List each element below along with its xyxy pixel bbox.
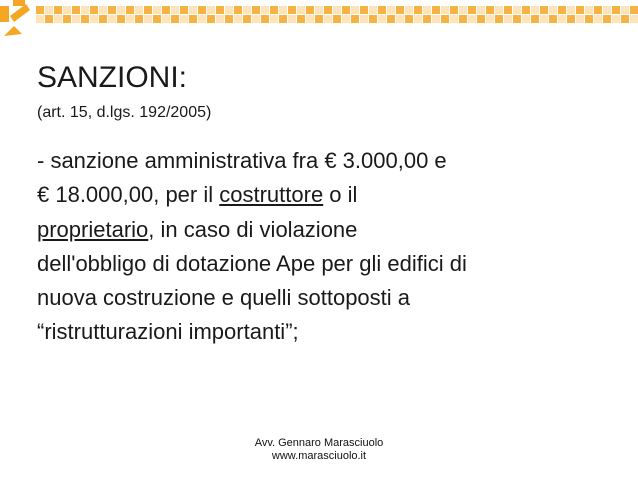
banner-tile [468,15,476,23]
banner-tile [81,15,89,23]
banner-tile [621,6,629,14]
banner-tile [396,6,404,14]
banner-tile [324,6,332,14]
banner-tile [90,15,98,23]
banner-tile [513,6,521,14]
banner-tile [504,6,512,14]
banner-tile [207,15,215,23]
banner-tile [99,15,107,23]
banner-tile [171,6,179,14]
banner-tile [252,6,260,14]
banner-tile [369,6,377,14]
banner-tile [225,15,233,23]
banner-tile [576,6,584,14]
banner-tile [333,6,341,14]
banner-tile [63,15,71,23]
banner-tile [513,15,521,23]
banner-tile [567,6,575,14]
banner-tile [63,6,71,14]
banner-tile [198,6,206,14]
banner-tile [477,15,485,23]
banner-tile [621,15,629,23]
body-line-4: dell'obbligo di dotazione Ape per gli edifici di [37,250,467,276]
banner-tile [423,15,431,23]
banner-tile [495,15,503,23]
banner-tile [594,6,602,14]
banner-tile [378,15,386,23]
banner-tile [333,15,341,23]
banner-tile [54,6,62,14]
banner-tile [603,6,611,14]
banner-tile [243,15,251,23]
banner-tile [486,15,494,23]
banner-tile [180,6,188,14]
banner-tile [549,6,557,14]
decorative-tile-banner [0,0,638,46]
banner-tile [153,6,161,14]
banner-tile [36,6,44,14]
banner-tile [387,15,395,23]
banner-tile [216,6,224,14]
banner-tile [342,15,350,23]
body-line-2 [37,178,627,212]
banner-tile [36,15,44,23]
banner-tile [324,15,332,23]
banner-tile [432,6,440,14]
banner-tile [360,15,368,23]
banner-tile [252,15,260,23]
body-line-5: nuova costruzione e quelli sottoposti a [37,285,411,311]
banner-tile [144,6,152,14]
banner-tile [369,15,377,23]
banner-tile [126,6,134,14]
banner-tile [351,6,359,14]
banner-tile [261,15,269,23]
banner-tile [288,6,296,14]
banner-tile [558,15,566,23]
banner-tile [540,6,548,14]
banner-tile [477,6,485,14]
body-line-1: - sanzione amministrativa fra € 3.000,00 e [37,148,447,173]
banner-tile [153,15,161,23]
slide-subtitle: (art. 15, d.lgs. 192/2005) [37,104,212,121]
banner-tile [585,15,593,23]
banner-tile [234,6,242,14]
banner-tile [585,6,593,14]
banner-tile [405,6,413,14]
body-text-fragment: o il [323,182,358,208]
body-text-fragment: , in caso di violazione [148,216,358,242]
slide-footer [214,437,424,463]
banner-tile [612,6,620,14]
banner-tile [360,6,368,14]
underlined-term-proprietario: proprietario [37,216,149,242]
banner-tile [108,15,116,23]
banner-tile [54,15,62,23]
corner-arrow-icon [0,0,30,36]
banner-tile [306,15,314,23]
banner-tile [378,6,386,14]
banner-tile [387,6,395,14]
banner-tile [135,15,143,23]
banner-tile [261,6,269,14]
banner-tile [450,6,458,14]
banner-tile [81,6,89,14]
banner-tile [243,6,251,14]
banner-tile [117,6,125,14]
banner-tile [180,15,188,23]
banner-tile [441,15,449,23]
slide-title: SANZIONI: [37,61,188,94]
banner-tile [612,15,620,23]
banner-tile [198,15,206,23]
banner-tile [207,6,215,14]
banner-tile [297,15,305,23]
banner-tile [162,15,170,23]
banner-tile [117,15,125,23]
banner-tile [459,15,467,23]
banner-tile [540,15,548,23]
banner-tile [603,15,611,23]
footer-website: www.marasciuolo.it [271,450,367,462]
banner-tile [45,15,53,23]
banner-tile [423,6,431,14]
banner-tile [531,15,539,23]
banner-tile [225,6,233,14]
banner-tile [549,15,557,23]
banner-tile [162,6,170,14]
slide-body [37,144,627,350]
banner-tile [72,6,80,14]
banner-tile [414,15,422,23]
banner-tile [351,15,359,23]
banner-tile [72,15,80,23]
body-line-3 [37,213,627,247]
banner-tile [450,15,458,23]
banner-tile [90,6,98,14]
banner-tile [216,15,224,23]
banner-tile [234,15,242,23]
banner-tile [315,15,323,23]
banner-tile [126,15,134,23]
banner-tile [594,15,602,23]
banner-tile [144,15,152,23]
banner-tile [630,6,638,14]
banner-tile [288,15,296,23]
body-text-fragment: € 18.000,00, per il [37,182,220,208]
banner-tile [108,6,116,14]
banner-tile [342,6,350,14]
banner-tile [135,6,143,14]
banner-tile [279,15,287,23]
banner-tile [468,6,476,14]
banner-tile [306,6,314,14]
banner-tile [279,6,287,14]
banner-tile [405,15,413,23]
body-line-6: “ristrutturazioni importanti”; [37,319,299,345]
banner-tile [504,15,512,23]
banner-tile [558,6,566,14]
banner-tile [486,6,494,14]
underlined-term-costruttore: costruttore [219,182,324,208]
banner-tile [432,15,440,23]
banner-tile [531,6,539,14]
banner-tile [576,15,584,23]
banner-tile [315,6,323,14]
banner-tile [297,6,305,14]
banner-tile [495,6,503,14]
banner-tile [189,15,197,23]
banner-tile [171,15,179,23]
banner-tile [270,15,278,23]
banner-tile [396,15,404,23]
banner-tile [522,6,530,14]
banner-tile [567,15,575,23]
banner-tile [45,6,53,14]
banner-tile [441,6,449,14]
banner-tile [99,6,107,14]
banner-tile [522,15,530,23]
banner-tile [189,6,197,14]
banner-tile [630,15,638,23]
banner-tile [459,6,467,14]
banner-tile [414,6,422,14]
footer-author: Avv. Gennaro Marasciuolo [254,437,384,449]
banner-tile [270,6,278,14]
